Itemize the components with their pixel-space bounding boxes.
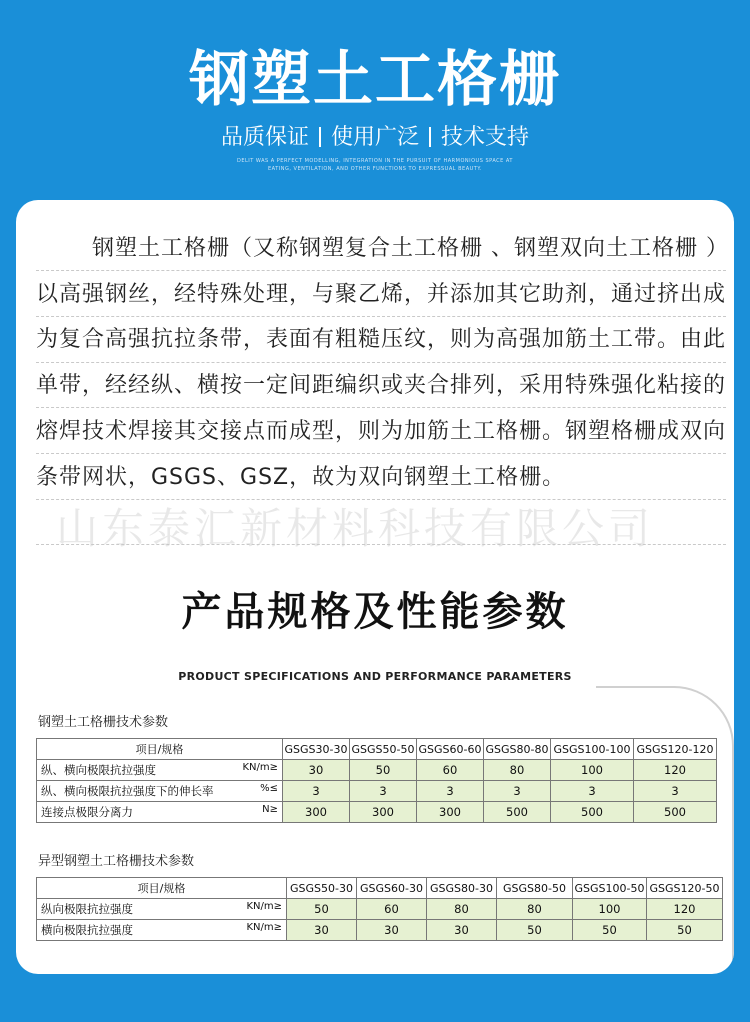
table2-caption: 异型钢塑土工格栅技术参数 xyxy=(38,854,195,869)
table-cell: 500 xyxy=(551,802,634,823)
tiny-text-line-1: DELIT WAS A PERFECT MODELLING, INTEGRATION IN THE PURSUIT OF HARMONIOUS SPACE AT xyxy=(237,158,513,164)
company-watermark: 山东泰汇新材料科技有限公司 xyxy=(56,504,655,553)
table-cell: 80 xyxy=(484,760,551,781)
table-header-cell: GSGS80-50 xyxy=(497,878,573,899)
table-row xyxy=(37,760,717,781)
row-label xyxy=(37,760,283,781)
table-row xyxy=(37,781,717,802)
table-cell: 120 xyxy=(634,760,717,781)
table-row xyxy=(37,802,717,823)
table-cell: 50 xyxy=(573,920,647,941)
table-cell: 3 xyxy=(283,781,350,802)
table-header-row xyxy=(37,739,717,760)
table-header-cell: GSGS80-30 xyxy=(427,878,497,899)
tiny-text-line-2: EATING, VENTILATION, AND OTHER FUNCTIONS TO EXPRESSUAL BEAUTY. xyxy=(268,166,482,172)
table-header-cell: GSGS50-30 xyxy=(287,878,357,899)
specs-title: 产品规格及性能参数 xyxy=(181,589,569,635)
tagline-item-support: 技术支持 xyxy=(441,125,530,150)
table-row xyxy=(37,899,723,920)
row-label xyxy=(37,899,287,920)
table-header-cell: GSGS100-100 xyxy=(551,739,634,760)
divider-line xyxy=(36,362,726,363)
row-label-text: 纵向极限抗拉强度 xyxy=(41,902,133,916)
table-header-cell: GSGS80-80 xyxy=(484,739,551,760)
tagline-divider xyxy=(429,127,431,147)
row-unit: N≥ xyxy=(262,804,278,815)
table-cell: 60 xyxy=(417,760,484,781)
divider-line xyxy=(36,316,726,317)
table-cell: 30 xyxy=(287,920,357,941)
table-cell: 80 xyxy=(427,899,497,920)
table-header-cell: GSGS120-50 xyxy=(647,878,723,899)
row-unit: KN/m≥ xyxy=(242,762,278,773)
row-label xyxy=(37,920,287,941)
tagline-divider xyxy=(319,127,321,147)
table-row xyxy=(37,920,723,941)
table-cell: 50 xyxy=(350,760,417,781)
spec-table-special xyxy=(36,877,723,941)
table-cell: 500 xyxy=(484,802,551,823)
divider-line xyxy=(36,270,726,271)
table-cell: 100 xyxy=(551,760,634,781)
table-header-cell: 项目/规格 xyxy=(37,878,287,899)
table-cell: 60 xyxy=(357,899,427,920)
table-cell: 3 xyxy=(551,781,634,802)
table-cell: 300 xyxy=(283,802,350,823)
row-unit: KN/m≥ xyxy=(246,922,282,933)
table-header-cell: GSGS60-60 xyxy=(417,739,484,760)
divider-line xyxy=(36,544,726,545)
intro-text: 钢塑土工格栅（又称钢塑复合土工格栅 、钢塑双向土工格栅 ）以高强钢丝，经特殊处理，与聚乙烯，并添加其它助剂，通过挤出成为复合高强抗拉条带，表面有粗糙压纹，则为高强加筋土工带。由此单带，经经纵、横按一定间距编织或夹合排列，采用特殊强化粘接的熔焊技术焊接其交接点而成型，则为加筋土工格栅。钢塑格栅成双向条带网状，GSGS、GSZ，故为双向钢塑土工格栅。 xyxy=(36,236,727,490)
table-cell: 30 xyxy=(357,920,427,941)
tagline-item-usage: 使用广泛 xyxy=(330,125,419,150)
table-cell: 500 xyxy=(634,802,717,823)
row-label-text: 纵、横向极限抗拉强度 xyxy=(41,763,156,777)
table-cell: 100 xyxy=(573,899,647,920)
table-cell: 50 xyxy=(647,920,723,941)
spec-table-standard xyxy=(36,738,717,823)
table-header-row xyxy=(37,878,723,899)
row-label-text: 纵、横向极限抗拉强度下的伸长率 xyxy=(41,784,214,798)
table-cell: 80 xyxy=(497,899,573,920)
table-header-cell: GSGS60-30 xyxy=(357,878,427,899)
page-title: 钢塑土工格栅 xyxy=(189,45,561,115)
tagline-tiny-text xyxy=(0,157,750,173)
table-cell: 120 xyxy=(647,899,723,920)
table-cell: 3 xyxy=(484,781,551,802)
divider-line xyxy=(36,453,726,454)
table-cell: 3 xyxy=(350,781,417,802)
table-cell: 3 xyxy=(634,781,717,802)
table-header-cell: GSGS120-120 xyxy=(634,739,717,760)
tagline-item-quality: 品质保证 xyxy=(220,125,309,150)
table-header-cell: 项目/规格 xyxy=(37,739,283,760)
table-cell: 300 xyxy=(417,802,484,823)
divider-line xyxy=(36,407,726,408)
specs-subtitle: PRODUCT SPECIFICATIONS AND PERFORMANCE PARAMETERS xyxy=(178,670,572,683)
content-card xyxy=(16,200,734,974)
table-cell: 3 xyxy=(417,781,484,802)
table-cell: 30 xyxy=(283,760,350,781)
table-cell: 50 xyxy=(497,920,573,941)
intro-paragraph xyxy=(36,226,726,500)
table1-caption: 钢塑土工格栅技术参数 xyxy=(38,715,169,730)
row-label xyxy=(37,802,283,823)
table-cell: 50 xyxy=(287,899,357,920)
tagline xyxy=(0,122,750,154)
table-header-cell: GSGS30-30 xyxy=(283,739,350,760)
table-header-cell: GSGS50-50 xyxy=(350,739,417,760)
row-label-text: 连接点极限分离力 xyxy=(41,805,133,819)
row-label xyxy=(37,781,283,802)
row-label-text: 横向极限抗拉强度 xyxy=(41,923,133,937)
divider-line xyxy=(36,499,726,500)
table-cell: 30 xyxy=(427,920,497,941)
table-cell: 300 xyxy=(350,802,417,823)
table-header-cell: GSGS100-50 xyxy=(573,878,647,899)
row-unit: KN/m≥ xyxy=(246,901,282,912)
row-unit: %≤ xyxy=(260,783,278,794)
